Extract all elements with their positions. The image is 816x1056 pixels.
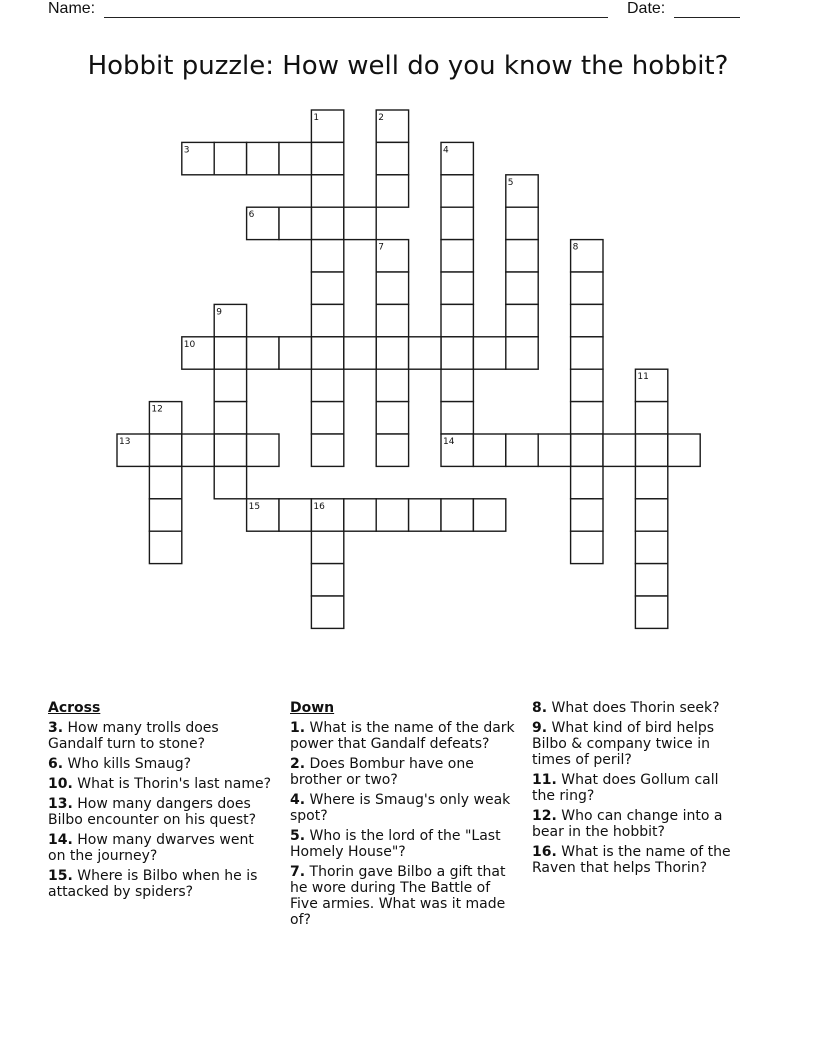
clue-number: 6.: [48, 756, 64, 772]
down-clue: [290, 828, 522, 860]
clue-text: How many trolls does Gandalf turn to stone?: [48, 720, 219, 752]
grid-cell[interactable]: [376, 337, 408, 369]
grid-cell[interactable]: [149, 466, 181, 498]
grid-cell[interactable]: [279, 337, 311, 369]
grid-cell[interactable]: [344, 337, 376, 369]
grid-cell[interactable]: [441, 272, 473, 304]
grid-cell[interactable]: [441, 499, 473, 531]
grid-cell[interactable]: [311, 337, 343, 369]
grid-cell[interactable]: [311, 240, 343, 272]
grid-cell[interactable]: [506, 207, 538, 239]
grid-cell[interactable]: [506, 337, 538, 369]
clue-text: What does Gollum call the ring?: [532, 772, 719, 804]
clue-number: 8.: [532, 700, 548, 716]
grid-cell[interactable]: [571, 499, 603, 531]
grid-cell[interactable]: [571, 434, 603, 466]
grid-cell[interactable]: [635, 499, 667, 531]
grid-cell[interactable]: [603, 434, 635, 466]
grid-cell[interactable]: [149, 531, 181, 563]
cell-number: 14: [443, 437, 455, 447]
cell-number: 2: [378, 113, 384, 123]
cell-number: 5: [507, 177, 514, 188]
grid-cell[interactable]: [635, 596, 667, 628]
cell-number: 4: [443, 145, 449, 156]
grid-cell[interactable]: [311, 564, 343, 596]
grid-cell[interactable]: [571, 369, 603, 401]
grid-cell[interactable]: [279, 207, 311, 239]
grid-cell[interactable]: [506, 304, 538, 336]
across-heading: Across: [48, 700, 101, 716]
clue-text: Thorin gave Bilbo a gift that he wore during The Battle of Five armies. What was it made of?: [290, 864, 506, 928]
grid-cell[interactable]: [571, 402, 603, 434]
grid-cell[interactable]: [506, 272, 538, 304]
grid-cell[interactable]: [214, 369, 246, 401]
cell-number: 11: [637, 372, 649, 383]
grid-cell[interactable]: [635, 466, 667, 498]
clue-text: How many dangers does Bilbo encounter on his quest?: [48, 796, 257, 828]
grid-cell[interactable]: [635, 531, 667, 563]
grid-cell[interactable]: [571, 304, 603, 336]
down-clues-column: [290, 700, 522, 932]
grid-cell[interactable]: [376, 142, 408, 174]
clue-number: 12.: [532, 808, 557, 824]
clue-number: 1.: [290, 720, 306, 736]
clue-text: Where is Bilbo when he is attacked by spiders?: [48, 868, 258, 900]
grid-cell[interactable]: [311, 175, 343, 207]
grid-cell[interactable]: [409, 499, 441, 531]
down-clues-column-continued: [532, 700, 744, 880]
across-clue: [48, 868, 274, 900]
grid-cell[interactable]: [473, 337, 505, 369]
clue-number: 16.: [532, 844, 557, 860]
down_continued-clue: [532, 720, 744, 768]
grid-cell[interactable]: [311, 304, 343, 336]
clue-number: 15.: [48, 868, 73, 884]
down-clue-list: [290, 720, 522, 928]
grid-cell[interactable]: [344, 207, 376, 239]
across-clue: [48, 776, 274, 792]
across-clue: [48, 832, 274, 864]
clue-text: Where is Smaug's only weak spot?: [290, 792, 511, 824]
grid-cell[interactable]: [311, 207, 343, 239]
clue-number: 10.: [48, 776, 73, 792]
clue-text: Who is the lord of the "Last Homely House"?: [290, 828, 501, 860]
grid-cell[interactable]: [311, 272, 343, 304]
name-label: Name:: [48, 0, 96, 17]
down_continued-clue: [532, 808, 744, 840]
grid-cell[interactable]: [441, 369, 473, 401]
clue-text: Who can change into a bear in the hobbit?: [532, 808, 723, 840]
grid-cell[interactable]: [376, 272, 408, 304]
grid-cell[interactable]: [668, 434, 700, 466]
clue-number: 3.: [48, 720, 64, 736]
grid-cell[interactable]: [635, 434, 667, 466]
down-clue: [290, 792, 522, 824]
grid-cell[interactable]: [214, 402, 246, 434]
cell-number: 7: [378, 242, 384, 253]
grid-cell[interactable]: [247, 142, 279, 174]
grid-cell[interactable]: [571, 272, 603, 304]
grid-cell[interactable]: [376, 402, 408, 434]
across-clue: [48, 756, 274, 772]
clue-text: What is Thorin's last name?: [72, 776, 272, 792]
grid-cell[interactable]: [441, 207, 473, 239]
clue-text: What is the name of the Raven that helps Thorin?: [532, 844, 731, 876]
grid-cell[interactable]: [376, 304, 408, 336]
down-clue: [290, 756, 522, 788]
cell-number: 10: [183, 339, 196, 350]
grid-cell[interactable]: [635, 564, 667, 596]
cell-number: 8: [572, 242, 579, 253]
grid-cell[interactable]: [571, 466, 603, 498]
grid-cell[interactable]: [473, 434, 505, 466]
cell-number: 6: [248, 210, 255, 221]
down_continued-clue: [532, 844, 744, 876]
across-clue: [48, 796, 274, 828]
grid-cell[interactable]: [635, 402, 667, 434]
grid-cell[interactable]: [149, 499, 181, 531]
clue-number: 5.: [290, 828, 306, 844]
grid-cell[interactable]: [376, 434, 408, 466]
grid-cell[interactable]: [149, 434, 181, 466]
down-clue: [290, 864, 522, 928]
puzzle-title: Hobbit puzzle: How well do you know the hobbit?: [87, 51, 729, 81]
date-label: Date:: [627, 0, 666, 17]
cell-number: 15: [248, 501, 261, 512]
down-clue-list-continued: [532, 700, 744, 876]
grid-cell[interactable]: [441, 402, 473, 434]
grid-cell[interactable]: [344, 499, 376, 531]
cell-number: 9: [216, 307, 222, 318]
grid-cell[interactable]: [441, 175, 473, 207]
clue-number: 14.: [48, 832, 73, 848]
grid-cell[interactable]: [311, 402, 343, 434]
clue-text: What is the name of the dark power that Gandalf defeats?: [290, 720, 515, 752]
clue-number: 2.: [290, 756, 306, 772]
grid-cell[interactable]: [311, 596, 343, 628]
grid-cell[interactable]: [214, 142, 246, 174]
cell-number: 3: [183, 145, 190, 156]
grid-cell[interactable]: [311, 142, 343, 174]
grid-cell[interactable]: [441, 240, 473, 272]
clue-text: How many dwarves went on the journey?: [48, 832, 254, 864]
grid-cell[interactable]: [311, 531, 343, 563]
across-clues-column: [48, 700, 274, 904]
grid-cell[interactable]: [441, 304, 473, 336]
clue-number: 11.: [532, 772, 557, 788]
clue-number: 7.: [290, 864, 306, 880]
grid-cell[interactable]: [571, 337, 603, 369]
grid-cell[interactable]: [311, 434, 343, 466]
grid-cell[interactable]: [279, 499, 311, 531]
clue-text: Does Bombur have one brother or two?: [290, 756, 474, 788]
grid-cell[interactable]: [182, 434, 214, 466]
grid-cell[interactable]: [506, 434, 538, 466]
grid-cell[interactable]: [473, 499, 505, 531]
grid-cell[interactable]: [409, 337, 441, 369]
across-clue: [48, 720, 274, 752]
down-heading: Down: [290, 700, 335, 716]
grid-cell[interactable]: [247, 337, 279, 369]
clue-text: What does Thorin seek?: [547, 700, 720, 716]
grid-cell[interactable]: [376, 369, 408, 401]
grid-cell[interactable]: [538, 434, 570, 466]
across-clue-list: [48, 720, 274, 900]
grid-cell[interactable]: [376, 499, 408, 531]
clue-number: 9.: [532, 720, 548, 736]
cell-number: 1: [313, 113, 320, 123]
grid-cell[interactable]: [214, 337, 246, 369]
clue-text: Who kills Smaug?: [63, 756, 192, 772]
cell-number: 13: [119, 437, 131, 447]
grid-cell[interactable]: [506, 240, 538, 272]
grid-cell[interactable]: [311, 369, 343, 401]
clue-text: What kind of bird helps Bilbo & company twice in times of peril?: [532, 720, 715, 768]
clue-number: 4.: [290, 792, 306, 808]
grid-cell[interactable]: [571, 531, 603, 563]
clue-number: 13.: [48, 796, 73, 812]
down_continued-clue: [532, 772, 744, 804]
grid-cell[interactable]: [247, 434, 279, 466]
cell-number: 16: [313, 501, 325, 512]
grid-cell[interactable]: [214, 466, 246, 498]
grid-cell[interactable]: [441, 337, 473, 369]
grid-cell[interactable]: [214, 434, 246, 466]
grid-cell[interactable]: [279, 142, 311, 174]
cell-number: 12: [151, 404, 163, 415]
down-clue: [290, 720, 522, 752]
down_continued-clue: [532, 700, 744, 716]
grid-cell[interactable]: [376, 175, 408, 207]
